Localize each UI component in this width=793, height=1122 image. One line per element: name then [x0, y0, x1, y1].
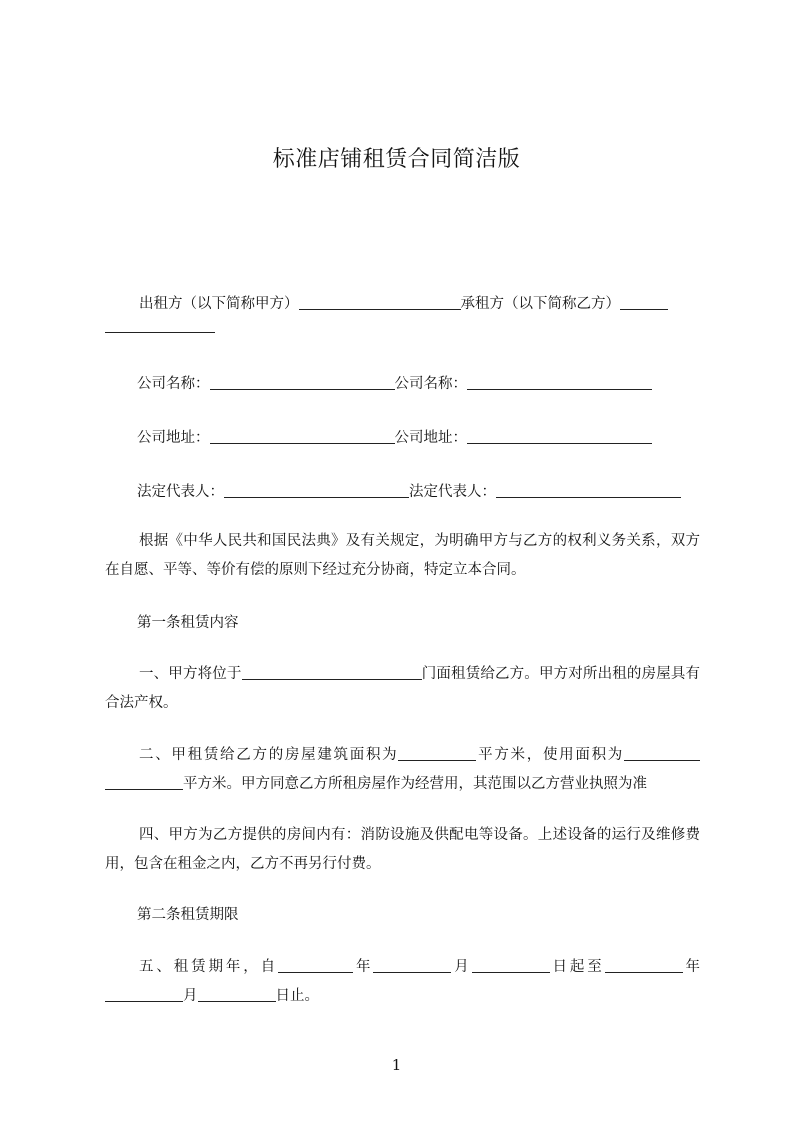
clause-1-location-blank: [242, 665, 422, 680]
clause-2-start: 二、甲租赁给乙方的房屋建筑面积为: [139, 747, 399, 763]
lessor-company-address-label: 公司地址：: [137, 430, 210, 446]
preamble-paragraph: 根据《中华人民共和国民法典》及有关规定，为明确甲方与乙方的权利义务关系，双方在自愿、平等、等价有偿的原则下经过充分协商，特定立本合同。: [105, 533, 700, 578]
lessor-legal-rep-label: 法定代表人：: [137, 484, 224, 500]
clause-5-end-month-blank: [105, 987, 183, 1002]
lessee-legal-rep-label: 法定代表人：: [409, 484, 496, 500]
lessee-blank: [620, 295, 668, 310]
page-number: 1: [391, 1056, 402, 1074]
clause-5-day-to: 日止。: [275, 988, 319, 1004]
clause-2-end: 平方米。甲方同意乙方所租房屋作为经营用，其范围以乙方营业执照为准: [183, 776, 647, 792]
legal-rep-line: [105, 480, 700, 501]
lessee-company-address-blank: [467, 429, 652, 444]
lessor-company-name-blank: [210, 375, 395, 390]
clause-4-paragraph: 四、甲方为乙方提供的房间内有：消防设施及供配电等设备。上述设备的运行及维修费用，包含在租金之内，乙方不再另行付费。: [105, 827, 700, 872]
clause-5-year-1: 年: [353, 959, 374, 975]
document-title: 标准店铺租赁合同简洁版: [272, 147, 521, 172]
lessee-legal-rep-blank: [496, 483, 681, 498]
clause-2-unit1: 平方米，使用面积为: [476, 747, 625, 763]
lessor-company-address-blank: [210, 429, 395, 444]
clause-2-paragraph: [105, 741, 700, 799]
lessee-blank-2: [105, 318, 215, 333]
company-name-line: [105, 372, 700, 393]
clause-1-paragraph: [105, 660, 700, 718]
clause-5-end-year-blank: [605, 958, 683, 973]
lessee-label: 承租方（以下简称乙方）: [460, 296, 620, 312]
clause-5-month-1: 月: [451, 959, 472, 975]
lessee-company-address-label: 公司地址：: [394, 430, 467, 446]
clause-1-end: 门面租赁给乙方。甲方对所出租的房屋具有合法产权。: [105, 666, 700, 711]
clause-5-start-day-blank: [472, 958, 550, 973]
clause-2-building-area-blank: [398, 746, 476, 761]
clause-1-start: 一、甲方将位于: [139, 666, 242, 682]
lessee-blank-continuation: [105, 318, 700, 335]
clause-2-usable-area-blank: [624, 746, 700, 761]
clause-5-paragraph: [105, 953, 700, 1011]
clause-5-day-from: 日起至: [549, 959, 605, 975]
company-address-line: [105, 426, 700, 447]
lessee-company-name-blank: [467, 375, 652, 390]
clause-5-end-day-blank: [198, 987, 276, 1002]
lessor-label: 出租方（以下简称甲方）: [139, 296, 299, 312]
clause-5-month-2: 月: [183, 988, 198, 1004]
lessor-company-name-label: 公司名称：: [137, 376, 210, 392]
lessee-company-name-label: 公司名称：: [394, 376, 467, 392]
section-2-heading: 第二条租赁期限: [137, 907, 239, 923]
clause-5-start: 五、租赁期年，自: [139, 959, 279, 975]
section-1-heading: 第一条租赁内容: [137, 615, 239, 631]
lessor-lessee-line: [105, 292, 700, 313]
clause-2-usable-area-blank-2: [105, 775, 183, 790]
lessor-legal-rep-blank: [224, 483, 409, 498]
clause-5-start-year-blank: [278, 958, 353, 973]
clause-5-start-month-blank: [373, 958, 451, 973]
lessor-blank: [299, 295, 461, 310]
clause-5-year-2: 年: [682, 959, 701, 975]
